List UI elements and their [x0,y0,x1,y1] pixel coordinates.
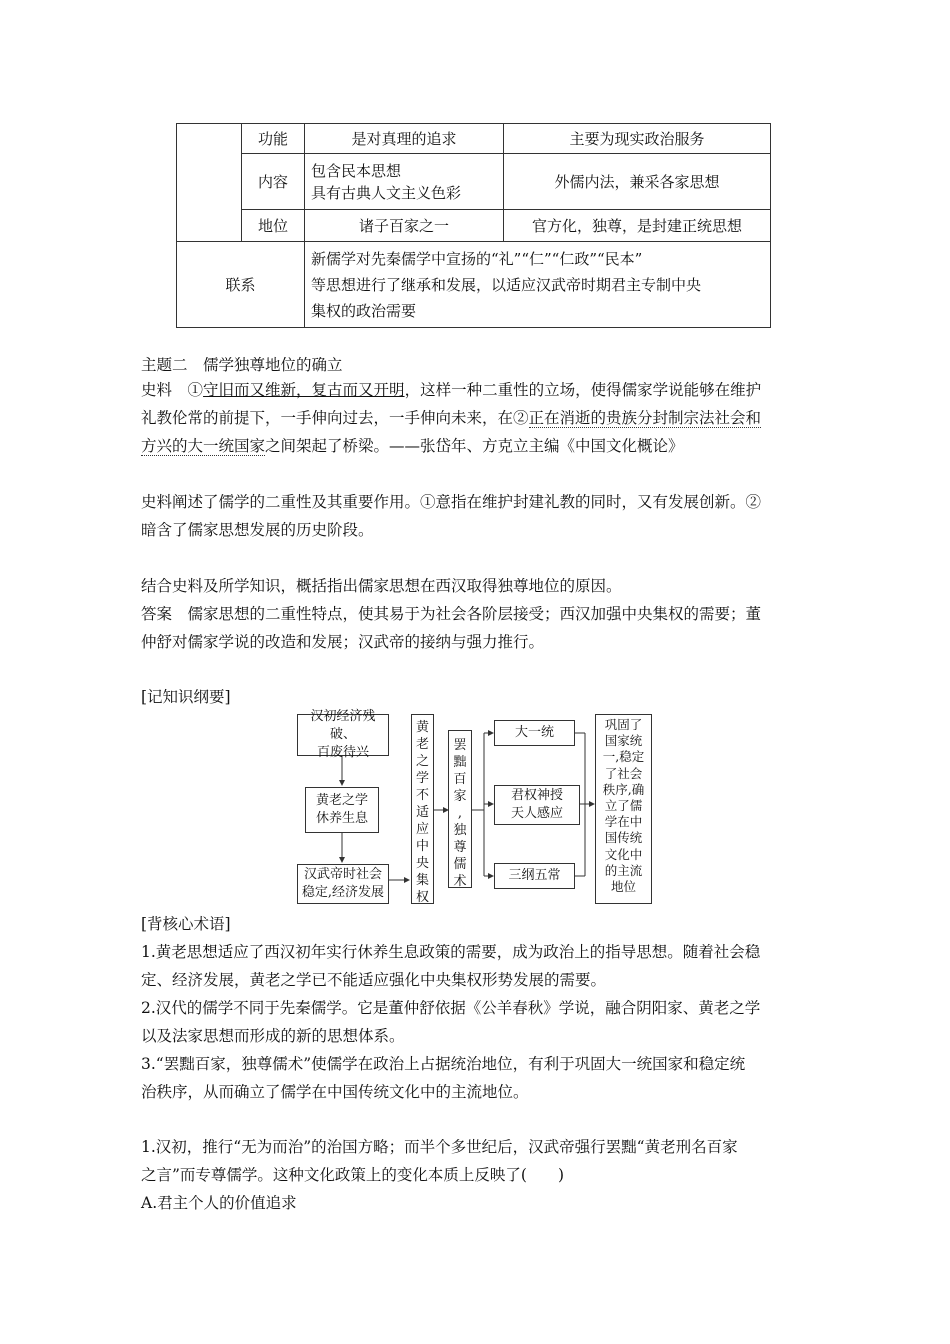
cell-status-han: 官方化，独尊，是封建正统思想 [504,210,771,242]
box-divine-right-line-2: 天人感应 [510,806,563,821]
v1-char: 应 [415,822,429,837]
v2-char: 独 [453,823,467,838]
box-huanglao [305,787,379,833]
v3-char: 文化中 [604,846,643,862]
box-huanglao-line-1: 黄老之学 [315,793,368,808]
v1-char: 权 [415,890,429,905]
v3-char: 地位 [610,879,636,895]
v3-char: 国传统 [604,830,643,846]
box-wudi-line-1: 汉武帝时社会 [303,867,382,882]
answer-text-1: 儒家思想的二重性特点，使其易于为社会各阶层接受；西汉加强中央集权的需要；董 [187,605,762,623]
v3-char: 了社会 [604,765,643,781]
answer-label: 答案 [141,605,173,623]
source-label: 史料 [141,381,173,399]
underlined-phrase-2a: 正在消逝的贵族分封制宗法社会和 [528,409,762,427]
box-divine-right [494,785,580,825]
source-text-3: 之间架起了桥梁。——张岱年、方克立主编《中国文化概论》 [265,437,684,455]
box-early-han-line-2: 百废待兴 [316,745,369,760]
box-three-cardinal: 三纲五常 [494,863,575,889]
box-early-han [297,709,389,760]
v2-char: 尊 [453,840,467,855]
box-divine-right-line-1: 君权神授 [510,788,563,803]
v1-char: 中 [415,839,429,854]
cell-function-pre-qin: 是对真理的追求 [305,124,504,154]
link-line-1: 新儒学对先秦儒学中宣扬的“礼”“仁”“仁政”“民本” [311,249,643,268]
box-early-han-line-1: 汉初经济残破、 [310,709,376,742]
v3-char: 的主流 [604,862,643,878]
core-title: [背核心术语] [141,915,231,933]
cell-status-pre-qin: 诸子百家之一 [305,210,504,242]
v2-char: 百 [453,772,467,787]
box-huanglao-line-2: 休养生息 [315,811,368,826]
v2-char: 罢 [453,738,467,753]
row-label-function: 功能 [242,124,305,154]
box-wudi-line-2: 稳定,经济发展 [301,885,385,900]
v2-char: 家 [453,789,467,804]
source-text-1: ，这样一种二重性的立场，使得儒家学说能够在维护 [404,381,762,399]
v1-char: 黄 [415,720,429,735]
explain-line-2: 暗含了儒家思想发展的历史阶段。 [141,521,374,539]
underlined-phrase-1: 守旧而又维新，复古而又开明 [203,381,405,399]
v1-char: 适 [415,805,429,820]
row-label-status: 地位 [242,210,305,242]
v1-char: 不 [415,788,429,803]
question-text: 结合史料及所学知识，概括指出儒家思想在西汉取得独尊地位的原因。 [141,577,622,595]
core-1-line-2: 定、经济发展，黄老之学已不能适应强化中央集权形势发展的需要。 [141,971,607,989]
v1-char: 央 [415,856,429,871]
theme2-title: 主题二 儒学独尊地位的确立 [141,356,343,374]
v3-char: 学在中 [604,814,643,830]
v1-char: 之 [415,754,429,769]
question1-line-1: 1.汉初，推行“无为而治”的治国方略；而半个多世纪后，汉武帝强行罢黜“黄老刑名百家 [141,1138,738,1156]
v3-char: 国家统 [604,733,643,749]
option-a: A.君主个人的价值追求 [141,1194,297,1212]
cell-function-han: 主要为现实政治服务 [504,124,771,154]
answer-line-2: 仲舒对儒家学说的改造和发展；汉武帝的接纳与强力推行。 [141,633,545,651]
v3-char: 巩固了 [604,717,643,732]
source-text-2: 礼教伦常的前提下，一手伸向过去，一手伸向未来，在② [141,409,529,427]
link-line-3: 集权的政治需要 [311,301,417,320]
outline-title: [记知识纲要] [141,688,231,706]
question1-line-2: 之言”而专尊儒学。这种文化政策上的变化本质上反映了( ) [141,1166,565,1184]
v3-char: 一,稳定 [602,749,645,765]
core-2-line-2: 以及法家思想而形成的新的思想体系。 [141,1027,405,1045]
core-1-line-1: 1.黄老思想适应了西汉初年实行休养生息政策的需要，成为政治上的指导思想。随着社会稳 [141,943,761,961]
box-result [595,714,652,904]
row-label-link: 联系 [177,242,305,328]
v2-char: 术 [453,874,467,889]
v1-char: 学 [415,771,429,786]
core-3-line-1: 3.“罢黜百家，独尊儒术”使儒学在政治上占据统治地位，有利于巩固大一统国家和稳定统 [141,1055,746,1073]
v1-char: 老 [415,737,429,752]
row-label-content: 内容 [242,154,305,210]
box-wudi-society [297,864,389,904]
explain-line-1: 史料阐述了儒学的二重性及其重要作用。①意指在维护封建礼教的同时，又有发展创新。② [141,493,762,511]
content-line-2: 具有古典人文主义色彩 [311,183,462,202]
marker-1: ① [187,381,204,399]
cell-content-han: 外儒内法，兼采各家思想 [504,154,771,210]
v2-char: , [457,806,463,821]
underlined-phrase-2b: 方兴的大一统国家 [141,437,266,455]
v1-char: 集 [415,873,429,888]
v3-char: 立了儒 [604,798,643,814]
box-dismiss-hundred-schools [448,730,472,888]
v2-char: 儒 [453,857,467,872]
link-line-2: 等思想进行了继承和发展，以适应汉武帝时期君主专制中央 [311,275,702,294]
core-2-line-1: 2.汉代的儒学不同于先秦儒学。它是董仲舒依据《公羊春秋》学说，融合阴阳家、黄老之学 [141,999,761,1017]
box-grand-unification: 大一统 [494,720,575,746]
content-line-1: 包含民本思想 [311,161,402,180]
box-huanglao-unfit [411,714,434,904]
v2-char: 黜 [453,755,467,770]
v3-char: 秩序,确 [602,781,645,797]
core-3-line-2: 治秩序，从而确立了儒学在中国传统文化中的主流地位。 [141,1083,529,1101]
